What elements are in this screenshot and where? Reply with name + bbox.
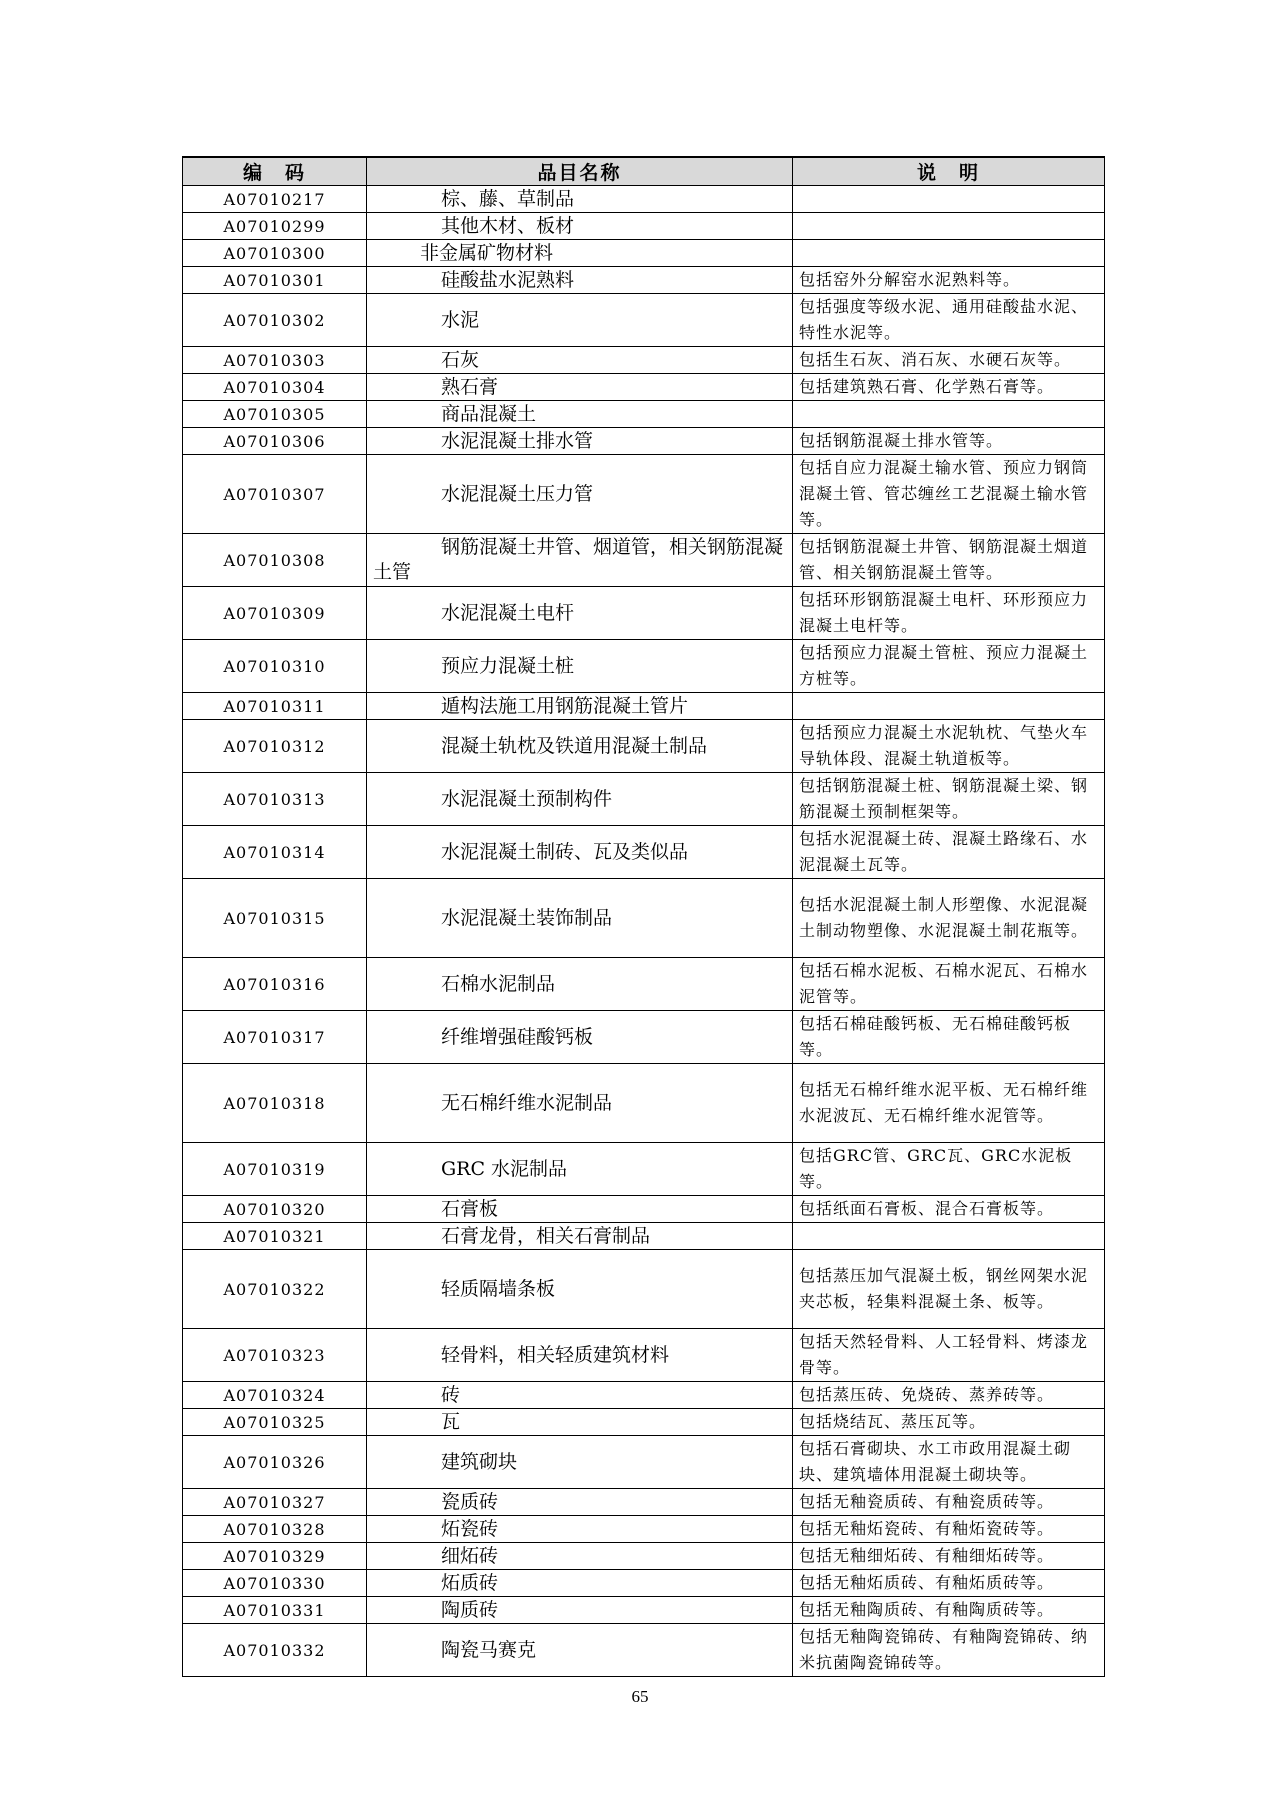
item-name-cell <box>367 1516 793 1543</box>
catalog-table <box>182 156 1105 1677</box>
table-body <box>183 186 1105 1677</box>
item-code: A07010305 <box>183 401 367 428</box>
item-name: 水泥 <box>441 309 480 331</box>
item-name-cell <box>367 240 793 267</box>
table-row <box>183 347 1105 374</box>
table-row <box>183 186 1105 213</box>
table-row <box>183 213 1105 240</box>
table-row <box>183 240 1105 267</box>
item-name: 水泥混凝土压力管 <box>441 483 594 505</box>
item-code: A07010300 <box>183 240 367 267</box>
item-code: A07010309 <box>183 587 367 640</box>
table-row <box>183 1570 1105 1597</box>
item-description <box>793 186 1105 213</box>
header-name: 品目名称 <box>367 157 793 186</box>
item-name: 石灰 <box>441 349 480 371</box>
table-header <box>183 157 1105 186</box>
item-name: 水泥混凝土装饰制品 <box>441 907 613 929</box>
table-row <box>183 455 1105 534</box>
item-name-cell <box>367 1543 793 1570</box>
item-code: A07010316 <box>183 958 367 1011</box>
table-row <box>183 1143 1105 1196</box>
item-name-cell <box>367 640 793 693</box>
item-name: 陶瓷马赛克 <box>441 1639 537 1661</box>
item-name-cell <box>367 1489 793 1516</box>
item-description: 包括石棉水泥板、石棉水泥瓦、石棉水泥管等。 <box>793 958 1105 1011</box>
item-name: 棕、藤、草制品 <box>441 188 575 210</box>
item-code: A07010324 <box>183 1382 367 1409</box>
table-row <box>183 1382 1105 1409</box>
item-name-cell <box>367 1011 793 1064</box>
item-code: A07010301 <box>183 267 367 294</box>
item-description: 包括预应力混凝土水泥轨枕、气垫火车导轨体段、混凝土轨道板等。 <box>793 720 1105 773</box>
item-description: 包括石棉硅酸钙板、无石棉硅酸钙板等。 <box>793 1011 1105 1064</box>
item-description: 包括自应力混凝土输水管、预应力钢筒混凝土管、管芯缠丝工艺混凝土输水管等。 <box>793 455 1105 534</box>
item-code: A07010332 <box>183 1624 367 1677</box>
table-row <box>183 374 1105 401</box>
item-code: A07010328 <box>183 1516 367 1543</box>
item-code: A07010314 <box>183 826 367 879</box>
item-name-cell <box>367 1196 793 1223</box>
table-row <box>183 1064 1105 1143</box>
item-code: A07010311 <box>183 693 367 720</box>
item-name-cell <box>367 1382 793 1409</box>
item-name-cell <box>367 1597 793 1624</box>
item-name: 无石棉纤维水泥制品 <box>441 1092 613 1114</box>
item-name: 商品混凝土 <box>441 403 537 425</box>
item-description: 包括纸面石膏板、混合石膏板等。 <box>793 1196 1105 1223</box>
page-number: 65 <box>631 1687 649 1706</box>
table-row <box>183 534 1105 587</box>
item-name: 遁构法施工用钢筋混凝土管片 <box>441 695 689 717</box>
table-row <box>183 587 1105 640</box>
table-row <box>183 1489 1105 1516</box>
item-name-cell <box>367 1329 793 1382</box>
item-name: 瓷质砖 <box>441 1491 499 1513</box>
table-row <box>183 267 1105 294</box>
item-code: A07010299 <box>183 213 367 240</box>
item-description: 包括GRC管、GRC瓦、GRC水泥板等。 <box>793 1143 1105 1196</box>
item-description <box>793 240 1105 267</box>
item-name-cell <box>367 347 793 374</box>
item-name: 细炻砖 <box>441 1545 499 1567</box>
item-name: 陶质砖 <box>441 1599 499 1621</box>
item-name: 石棉水泥制品 <box>441 973 556 995</box>
item-name: 熟石膏 <box>441 376 499 398</box>
item-description: 包括无釉细炻砖、有釉细炻砖等。 <box>793 1543 1105 1570</box>
item-name-cell <box>367 958 793 1011</box>
table-row <box>183 1196 1105 1223</box>
item-description: 包括天然轻骨料、人工轻骨料、烤漆龙骨等。 <box>793 1329 1105 1382</box>
item-code: A07010317 <box>183 1011 367 1064</box>
table-row <box>183 1436 1105 1489</box>
item-name: 其他木材、板材 <box>441 215 575 237</box>
item-description: 包括无釉炻瓷砖、有釉炻瓷砖等。 <box>793 1516 1105 1543</box>
item-description: 包括蒸压加气混凝土板，钢丝网架水泥夹芯板，轻集料混凝土条、板等。 <box>793 1250 1105 1329</box>
item-description: 包括生石灰、消石灰、水硬石灰等。 <box>793 347 1105 374</box>
item-name: 水泥混凝土电杆 <box>441 602 575 624</box>
item-code: A07010302 <box>183 294 367 347</box>
item-name: 钢筋混凝土井管、烟道管，相关钢筋混凝土管 <box>373 536 784 583</box>
table-row <box>183 958 1105 1011</box>
table-row <box>183 879 1105 958</box>
item-name-cell <box>367 1250 793 1329</box>
item-description: 包括无釉陶瓷锦砖、有釉陶瓷锦砖、纳米抗菌陶瓷锦砖等。 <box>793 1624 1105 1677</box>
item-name: GRC 水泥制品 <box>441 1158 568 1180</box>
item-name: 砖 <box>441 1384 461 1406</box>
item-description: 包括无釉炻质砖、有釉炻质砖等。 <box>793 1570 1105 1597</box>
item-code: A07010217 <box>183 186 367 213</box>
item-code: A07010310 <box>183 640 367 693</box>
item-name-cell <box>367 693 793 720</box>
item-name-cell <box>367 401 793 428</box>
item-description: 包括烧结瓦、蒸压瓦等。 <box>793 1409 1105 1436</box>
item-name-cell <box>367 587 793 640</box>
item-description <box>793 401 1105 428</box>
item-name-cell <box>367 374 793 401</box>
table-row <box>183 1624 1105 1677</box>
item-description: 包括预应力混凝土管桩、预应力混凝土方桩等。 <box>793 640 1105 693</box>
item-name-cell <box>367 773 793 826</box>
item-description: 包括环形钢筋混凝土电杆、环形预应力混凝土电杆等。 <box>793 587 1105 640</box>
table-row <box>183 1223 1105 1250</box>
item-name: 预应力混凝土桩 <box>441 655 575 677</box>
table-row <box>183 640 1105 693</box>
item-code: A07010319 <box>183 1143 367 1196</box>
item-description: 包括钢筋混凝土排水管等。 <box>793 428 1105 455</box>
item-code: A07010327 <box>183 1489 367 1516</box>
item-code: A07010307 <box>183 455 367 534</box>
item-name: 建筑砌块 <box>441 1451 518 1473</box>
table-row <box>183 1409 1105 1436</box>
item-name-cell <box>367 428 793 455</box>
table-row <box>183 428 1105 455</box>
item-name-cell <box>367 213 793 240</box>
item-name-cell <box>367 720 793 773</box>
item-name: 炻质砖 <box>441 1572 499 1594</box>
item-name-cell <box>367 294 793 347</box>
item-code: A07010308 <box>183 534 367 587</box>
item-name-cell <box>367 1570 793 1597</box>
item-name: 石膏龙骨，相关石膏制品 <box>441 1225 651 1247</box>
item-description: 包括无石棉纤维水泥平板、无石棉纤维水泥波瓦、无石棉纤维水泥管等。 <box>793 1064 1105 1143</box>
item-name-cell <box>367 1409 793 1436</box>
item-name: 纤维增强硅酸钙板 <box>441 1026 594 1048</box>
item-name-cell <box>367 455 793 534</box>
item-name: 水泥混凝土制砖、瓦及类似品 <box>441 841 689 863</box>
item-code: A07010320 <box>183 1196 367 1223</box>
item-code: A07010303 <box>183 347 367 374</box>
item-description: 包括蒸压砖、免烧砖、蒸养砖等。 <box>793 1382 1105 1409</box>
table-row <box>183 1011 1105 1064</box>
table-row <box>183 773 1105 826</box>
item-name-cell <box>367 1624 793 1677</box>
header-row <box>183 157 1105 186</box>
item-name-cell <box>367 879 793 958</box>
item-code: A07010312 <box>183 720 367 773</box>
table-row <box>183 1516 1105 1543</box>
item-name: 混凝土轨枕及铁道用混凝土制品 <box>441 735 708 757</box>
header-code: 编 码 <box>183 157 367 186</box>
item-code: A07010326 <box>183 1436 367 1489</box>
item-description: 包括建筑熟石膏、化学熟石膏等。 <box>793 374 1105 401</box>
item-description: 包括石膏砌块、水工市政用混凝土砌块、建筑墙体用混凝土砌块等。 <box>793 1436 1105 1489</box>
item-name-cell <box>367 534 793 587</box>
item-name: 水泥混凝土预制构件 <box>441 788 613 810</box>
item-code: A07010304 <box>183 374 367 401</box>
table-row <box>183 294 1105 347</box>
item-name-cell <box>367 1143 793 1196</box>
item-name: 轻质隔墙条板 <box>441 1278 556 1300</box>
item-description <box>793 1223 1105 1250</box>
item-code: A07010329 <box>183 1543 367 1570</box>
item-name: 石膏板 <box>441 1198 499 1220</box>
item-name: 非金属矿物材料 <box>420 242 554 264</box>
item-name: 硅酸盐水泥熟料 <box>441 269 575 291</box>
item-code: A07010323 <box>183 1329 367 1382</box>
table-row <box>183 401 1105 428</box>
item-description: 包括水泥混凝土制人形塑像、水泥混凝土制动物塑像、水泥混凝土制花瓶等。 <box>793 879 1105 958</box>
item-description: 包括无釉瓷质砖、有釉瓷质砖等。 <box>793 1489 1105 1516</box>
item-name: 轻骨料，相关轻质建筑材料 <box>441 1344 670 1366</box>
header-desc: 说 明 <box>793 157 1105 186</box>
table-row <box>183 826 1105 879</box>
item-description: 包括钢筋混凝土井管、钢筋混凝土烟道管、相关钢筋混凝土管等。 <box>793 534 1105 587</box>
item-code: A07010321 <box>183 1223 367 1250</box>
item-description: 包括无釉陶质砖、有釉陶质砖等。 <box>793 1597 1105 1624</box>
table-row <box>183 693 1105 720</box>
item-description: 包括钢筋混凝土桩、钢筋混凝土梁、钢筋混凝土预制框架等。 <box>793 773 1105 826</box>
item-name-cell <box>367 1064 793 1143</box>
item-code: A07010306 <box>183 428 367 455</box>
table-row <box>183 1543 1105 1570</box>
item-description: 包括窑外分解窑水泥熟料等。 <box>793 267 1105 294</box>
item-code: A07010331 <box>183 1597 367 1624</box>
item-description <box>793 693 1105 720</box>
item-name-cell <box>367 826 793 879</box>
item-code: A07010313 <box>183 773 367 826</box>
item-code: A07010315 <box>183 879 367 958</box>
table-row <box>183 1597 1105 1624</box>
item-name: 炻瓷砖 <box>441 1518 499 1540</box>
item-code: A07010325 <box>183 1409 367 1436</box>
item-name: 水泥混凝土排水管 <box>441 430 594 452</box>
item-name-cell <box>367 1223 793 1250</box>
item-description: 包括水泥混凝土砖、混凝土路缘石、水泥混凝土瓦等。 <box>793 826 1105 879</box>
item-name-cell <box>367 267 793 294</box>
item-name-cell <box>367 1436 793 1489</box>
table-row <box>183 720 1105 773</box>
item-description <box>793 213 1105 240</box>
item-code: A07010330 <box>183 1570 367 1597</box>
item-code: A07010322 <box>183 1250 367 1329</box>
item-code: A07010318 <box>183 1064 367 1143</box>
item-name: 瓦 <box>441 1411 461 1433</box>
table-row <box>183 1329 1105 1382</box>
item-description: 包括强度等级水泥、通用硅酸盐水泥、特性水泥等。 <box>793 294 1105 347</box>
table-row <box>183 1250 1105 1329</box>
item-name-cell <box>367 186 793 213</box>
